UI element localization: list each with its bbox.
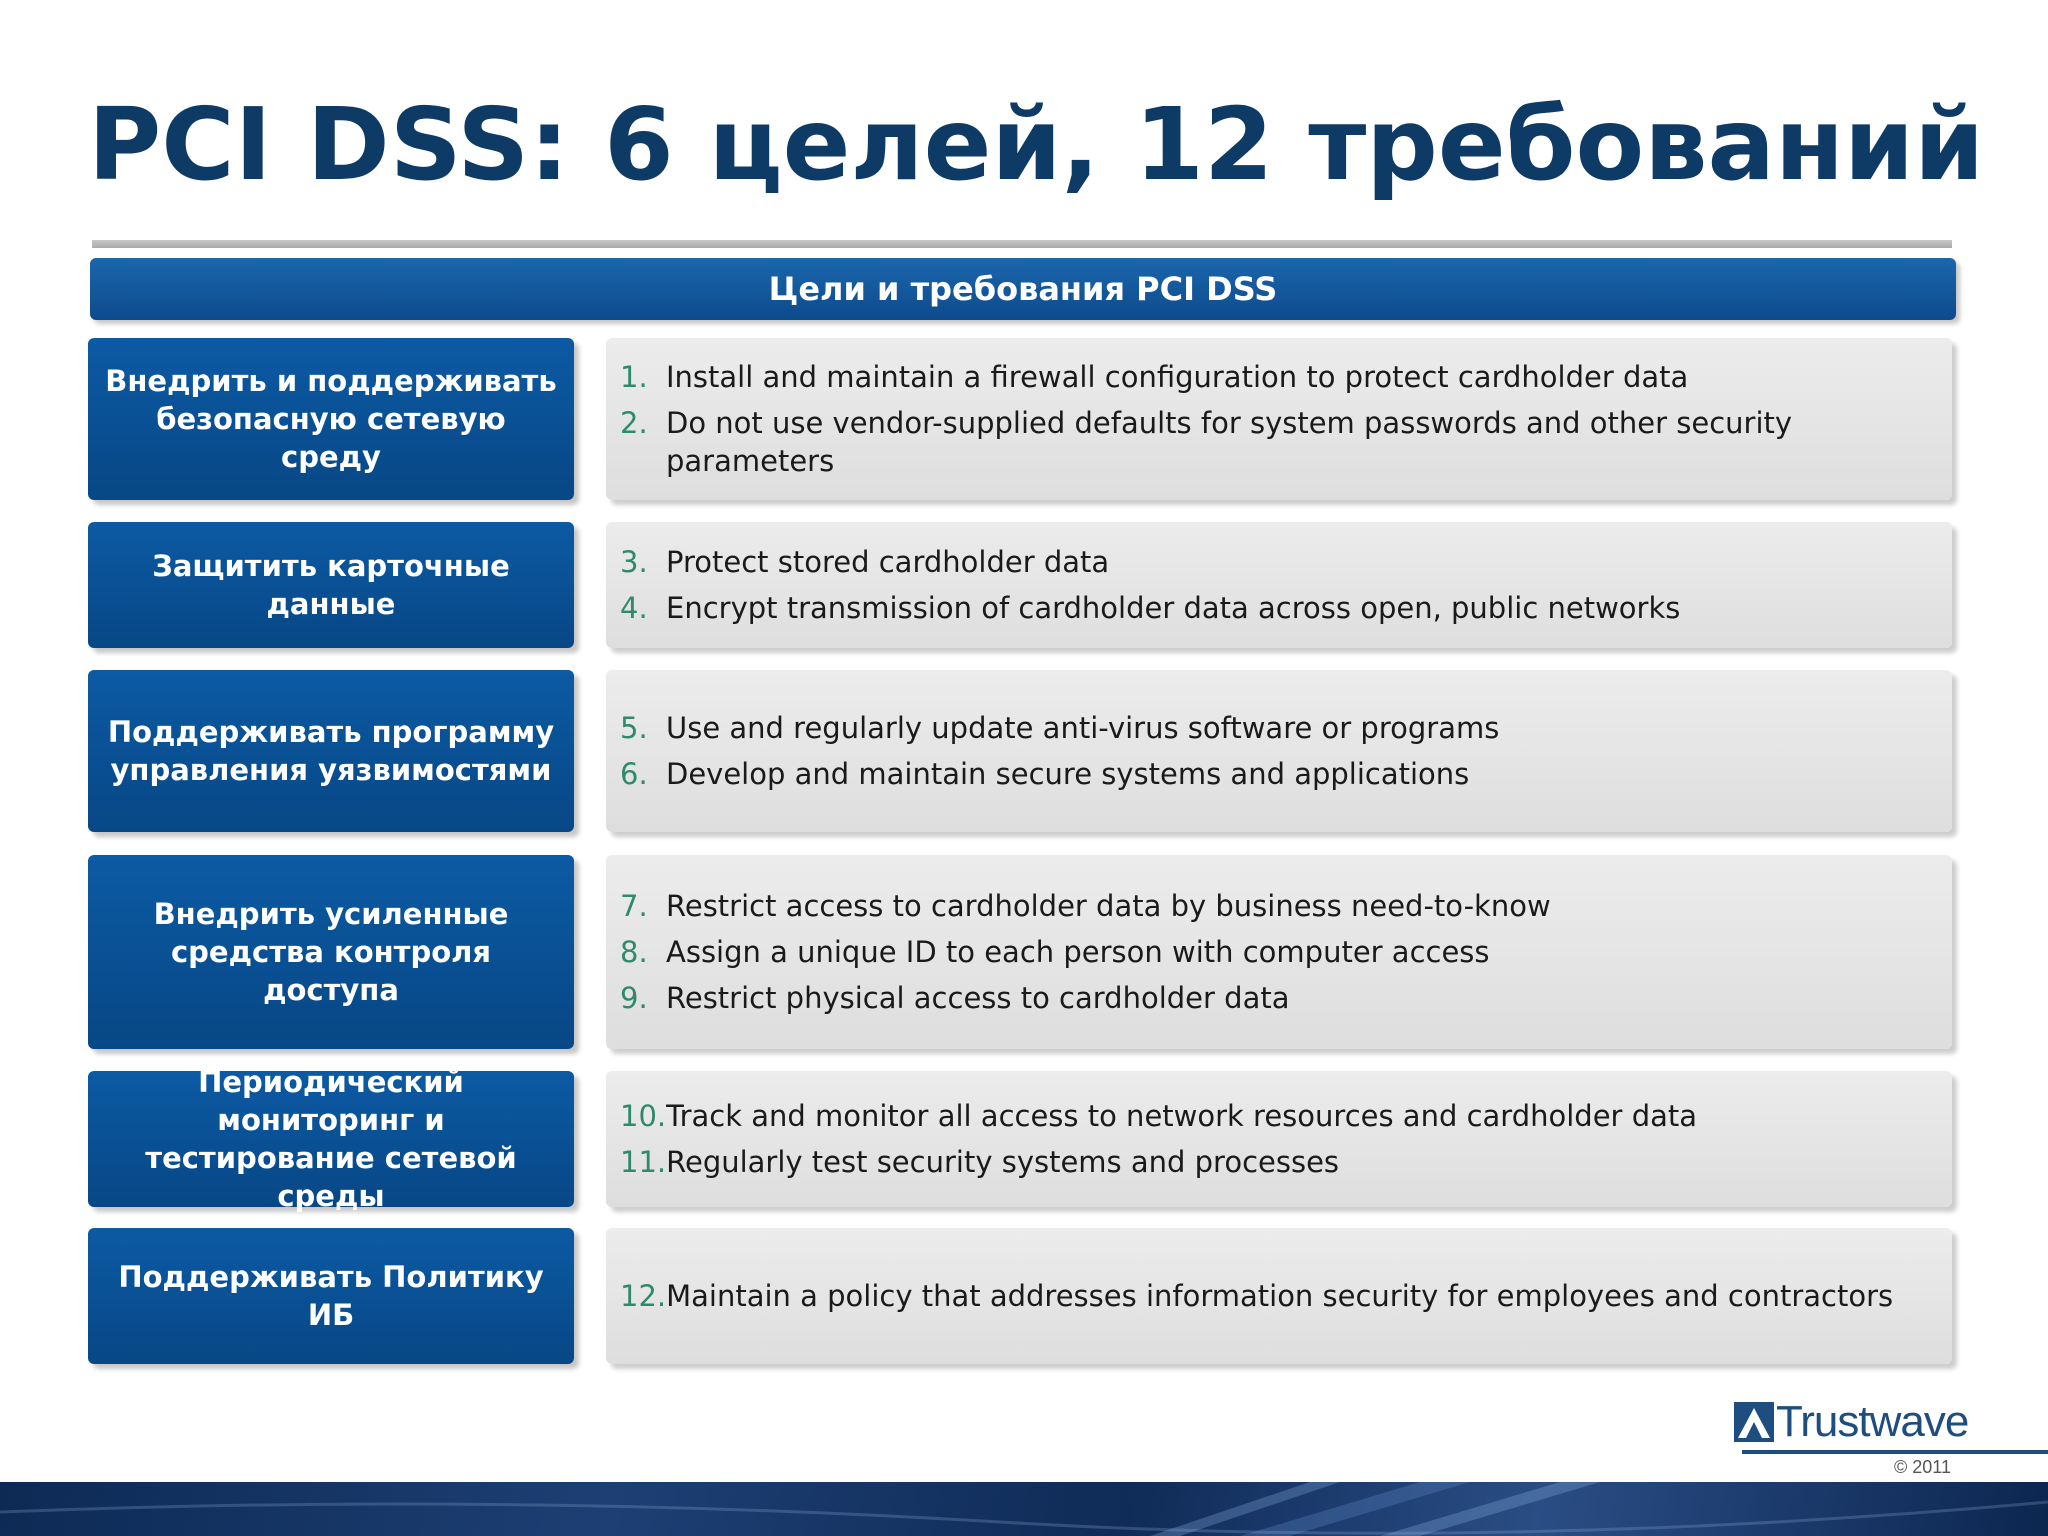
requirement-text: Assign a unique ID to each person with computer access xyxy=(666,935,1490,969)
requirement-text: Track and monitor all access to network resources and cardholder data xyxy=(666,1099,1698,1133)
table-row xyxy=(0,1228,2048,1364)
goal-cell: Внедрить и поддерживать безопасную сетевую среду xyxy=(88,338,574,500)
requirement-text: Use and regularly update anti-virus software or programs xyxy=(666,711,1500,745)
trustwave-logo-icon xyxy=(1734,1402,1774,1442)
requirement-text: Restrict access to cardholder data by business need-to-know xyxy=(666,889,1551,923)
table-row xyxy=(0,1065,2048,1213)
requirement-number: 1. xyxy=(620,360,648,394)
requirement-text: Maintain a policy that addresses information security for employees and contractors xyxy=(666,1279,1894,1313)
requirements-cell xyxy=(606,522,1952,648)
requirements-cell xyxy=(606,1228,1952,1364)
requirements-cell xyxy=(606,338,1952,500)
logo-underline xyxy=(1742,1450,2048,1454)
requirement-number: 4. xyxy=(620,591,648,625)
requirement-number: 12. xyxy=(620,1279,667,1313)
brand-logo xyxy=(1734,1398,1968,1446)
list-item xyxy=(620,404,1932,480)
list-item xyxy=(620,979,1932,1017)
list-item xyxy=(620,1097,1932,1135)
requirement-text: Install and maintain a firewall configuration to protect cardholder data xyxy=(666,360,1689,394)
list-item xyxy=(620,358,1932,396)
requirement-number: 2. xyxy=(620,406,648,440)
requirement-number: 7. xyxy=(620,889,648,923)
page-title: PCI DSS: 6 целей, 12 требований xyxy=(88,86,1985,203)
title-divider xyxy=(92,240,1952,248)
list-item xyxy=(620,589,1932,627)
goal-cell: Поддерживать Политику ИБ xyxy=(88,1228,574,1364)
requirement-text: Develop and maintain secure systems and applications xyxy=(666,757,1470,791)
requirement-text: Regularly test security systems and processes xyxy=(666,1145,1340,1179)
list-item xyxy=(620,709,1932,747)
table-row xyxy=(0,338,2048,500)
requirement-text: Protect stored cardholder data xyxy=(666,545,1110,579)
table-row xyxy=(0,522,2048,648)
table-row xyxy=(0,670,2048,832)
requirement-text: Restrict physical access to cardholder data xyxy=(666,981,1290,1015)
footer-band xyxy=(0,1482,2048,1536)
requirement-number: 6. xyxy=(620,757,648,791)
requirements-cell xyxy=(606,670,1952,832)
list-item xyxy=(620,887,1932,925)
requirements-cell xyxy=(606,1071,1952,1207)
table-header xyxy=(90,258,1956,320)
requirement-text: Do not use vendor-supplied defaults for system passwords and other security parameters xyxy=(666,406,1793,478)
list-item xyxy=(620,543,1932,581)
goal-cell: Внедрить усиленные средства контроля доступа xyxy=(88,855,574,1049)
requirement-number: 5. xyxy=(620,711,648,745)
goal-cell: Периодический мониторинг и тестирование сетевой среды xyxy=(88,1071,574,1207)
list-item xyxy=(620,1277,1932,1315)
table-row xyxy=(0,855,2048,1049)
requirement-number: 9. xyxy=(620,981,648,1015)
requirement-number: 11. xyxy=(620,1145,667,1179)
list-item xyxy=(620,755,1932,793)
requirement-number: 10. xyxy=(620,1099,667,1133)
goal-cell: Защитить карточные данные xyxy=(88,522,574,648)
list-item xyxy=(620,1143,1932,1181)
goal-cell: Поддерживать программу управления уязвимостями xyxy=(88,670,574,832)
table-header-label: Цели и требования PCI DSS xyxy=(768,270,1278,308)
requirements-cell xyxy=(606,855,1952,1049)
brand-logo-text: Trustwave xyxy=(1776,1397,1969,1446)
list-item xyxy=(620,933,1932,971)
requirement-text: Encrypt transmission of cardholder data across open, public networks xyxy=(666,591,1681,625)
footer-pattern xyxy=(0,1482,2048,1536)
requirement-number: 3. xyxy=(620,545,648,579)
requirement-number: 8. xyxy=(620,935,648,969)
copyright-text: © 2011 xyxy=(1894,1457,1951,1477)
